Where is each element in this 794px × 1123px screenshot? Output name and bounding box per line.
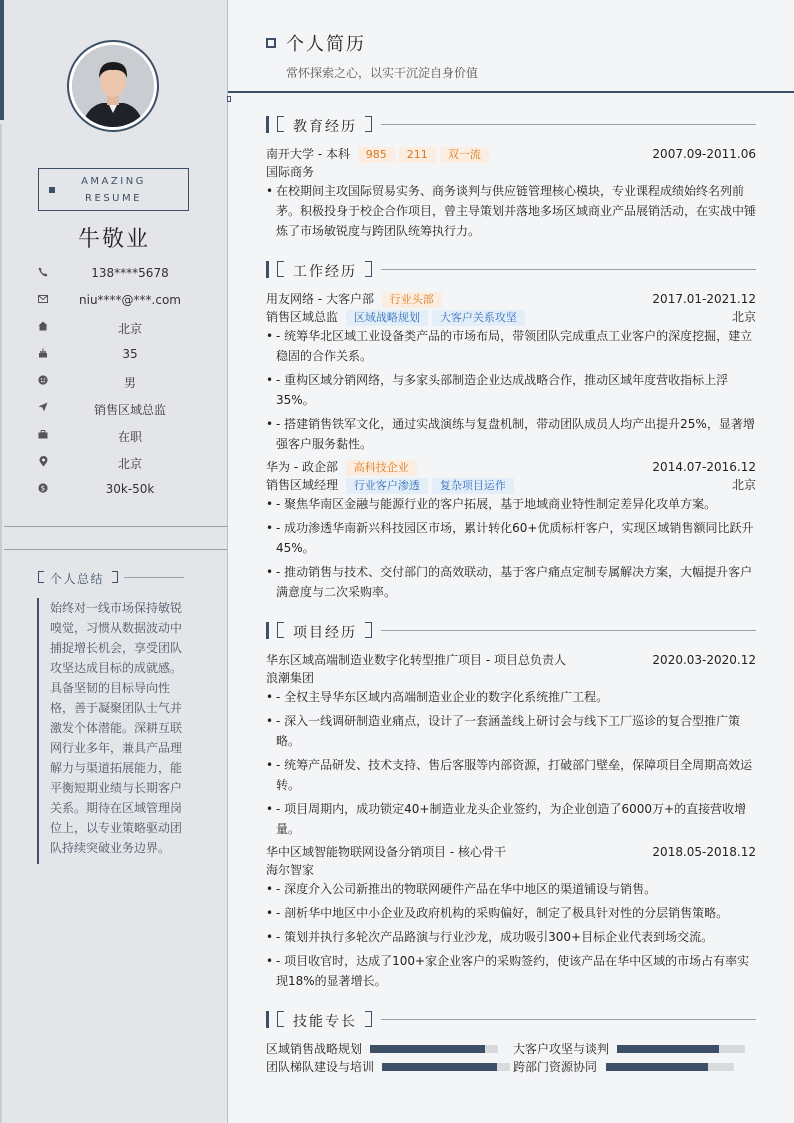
job-city: 北京 [731,310,756,324]
project-org: 海尔智家 [266,863,315,877]
briefcase-icon [36,427,50,441]
page-title: 个人简历 [286,34,366,55]
info-salary: $ 30k-50k [36,478,206,505]
sidebar-divider [4,526,227,527]
role-tag: 大客户关系攻坚 [432,310,525,326]
sidebar [0,0,228,1123]
school-name: 南开大学 - 本科 [266,147,350,161]
avatar [72,45,154,127]
skill-bar-fill [606,1063,708,1071]
section-heading-education: 教育经历 [266,116,756,134]
mail-icon [36,292,50,306]
project-date: 2020.03-2020.12 [652,653,756,667]
skill-name: 大客户攻坚与谈判 [513,1042,610,1056]
project-name: 华中区域智能物联网设备分销项目 - 核心骨干 [266,845,506,859]
section-heading-work: 工作经历 [266,261,756,279]
project-bullet: • - 项目收官时，达成了100+家企业客户的采购签约，使该产品在华中区域的市场占有率实现18%的显著增长。 [266,954,750,988]
skill-bar-track [382,1063,510,1071]
project-header [266,651,756,669]
sidebar-divider [4,549,227,550]
info-position: 销售区域总监 [36,397,206,424]
project-name: 华东区域高端制造业数字化转型推广项目 - 项目总负责人 [266,653,566,667]
job-bullet: • - 成功渗透华南新兴科技园区市场，累计转化60+优质标杆客户，实现区域销售额同比跃升45%。 [266,521,754,555]
bullet-icon: • [266,184,274,198]
job-bullet: • - 聚焦华南区金融与能源行业的客户拓展，基于地域商业特性制定差异化攻单方案。 [266,497,717,511]
skill-item [266,1059,510,1075]
phone-icon [36,265,50,279]
company-tag: 高科技企业 [346,460,417,476]
page-subtitle: 常怀探索之心，以实干沉淀自身价值 [286,66,479,80]
project-org: 浪潮集团 [266,671,315,685]
smiley-icon [36,373,50,387]
badge-line2: RESUME [85,193,142,204]
skill-item [513,1041,745,1057]
education-row [266,145,756,163]
cake-icon [36,346,50,360]
job-header [266,290,756,308]
project-header [266,843,756,861]
section-heading-projects: 项目经历 [266,622,756,640]
project-bullet: • - 深度介入公司新推出的物联网硬件产品在华中地区的渠道铺设与销售。 [266,882,657,896]
project-bullet: • - 剖析华中地区中小企业及政府机构的采购偏好，制定了极具针对性的分层销售策略。 [266,906,729,920]
role-tag: 行业客户渗透 [346,478,428,494]
info-age: 35 [36,343,206,370]
job-date: 2017.01-2021.12 [652,292,756,306]
job-city: 北京 [731,478,756,492]
job-role-row [266,308,756,326]
skill-bar-track [617,1045,745,1053]
project-date: 2018.05-2018.12 [652,845,756,859]
home-icon [36,319,50,333]
sidebar-edge-line [0,124,2,1123]
job-bullet: • - 重构区域分销网络，与多家头部制造企业达成战略合作，推动区域年度营收指标上浮35%。 [266,373,729,407]
divider-marker-icon [227,96,231,102]
job-bullet: • - 统筹华北区域工业设备类产品的市场布局，带领团队完成重点工业客户的深度挖掘，建立稳固的合作关系。 [266,329,753,363]
tag-double-first-class: 双一流 [440,147,489,163]
role-tag: 复杂项目运作 [432,478,514,494]
avatar-frame [67,40,159,132]
skill-name: 区域销售战略规划 [266,1042,363,1056]
job-header [266,458,756,476]
project-bullet: • - 策划并执行多轮次产品路演与行业沙龙，成功吸引300+目标企业代表到场交流。 [266,930,714,944]
skill-bar-fill [370,1045,485,1053]
education-major: 国际商务 [266,165,315,179]
job-bullet: • - 搭建销售铁军文化，通过实战演练与复盘机制，带动团队成员人均产出提升25%，显著增强客户服务黏性。 [266,417,755,451]
contact-info [36,262,206,505]
job-date: 2014.07-2016.12 [652,460,756,474]
education-bullet: • 在校期间主攻国际贸易实务、商务谈判与供应链管理核心模块，专业课程成绩始终名列前茅。积极投身于校企合作项目，曾主导策划并落地多场区域商业产品展销活动，在实战中锤炼了市场敏锐度与跨团队统筹执行力。 [266,181,756,241]
skill-bar-fill [617,1045,719,1053]
info-phone: 138****5678 [36,262,206,289]
badge-line1: AMAZING [81,176,146,187]
svg-text:$: $ [40,484,46,493]
skill-bar-fill [382,1063,497,1071]
skill-bar-track [370,1045,498,1053]
info-gender: 男 [36,370,206,397]
info-city: 北京 [36,451,206,478]
section-heading-skills: 技能专长 [266,1011,756,1029]
person-name: 牛敬业 [77,227,150,252]
job-role-row [266,476,756,494]
skill-item [266,1041,498,1057]
skill-name: 跨部门资源协同 [513,1060,598,1074]
job-bullet: • - 推动销售与技术、交付部门的高效联动，基于客户痛点定制专属解决方案，大幅提升客户满意度与二次采购率。 [266,565,753,599]
skill-bar-track [606,1063,734,1071]
title-square-icon [266,38,276,48]
education-date: 2007.09-2011.06 [652,147,756,161]
info-status: 在职 [36,424,206,451]
skill-item [513,1059,734,1075]
company-name: 华为 - 政企部 [266,460,338,474]
sidebar-accent-bar [0,0,4,120]
summary-heading: 个人总结 [38,569,188,585]
job-role: 销售区域经理 [266,478,339,492]
location-pin-icon [36,454,50,468]
tag-985: 985 [358,147,395,163]
job-role: 销售区域总监 [266,310,339,324]
send-icon [36,400,50,414]
resume-badge [38,168,189,211]
project-bullet: • - 项目周期内，成功锁定40+制造业龙头企业签约，为企业创造了6000万+的直接营收增量。 [266,802,747,836]
tag-211: 211 [399,147,436,163]
project-bullet: • - 全权主导华东区域内高端制造业企业的数字化系统推广工程。 [266,690,609,704]
company-name: 用友网络 - 大客户部 [266,292,374,306]
company-tag: 行业头部 [382,292,442,308]
project-bullet: • - 统筹产品研发、技术支持、售后客服等内部资源，打破部门壁垒，保障项目全周期高效运转。 [266,758,753,792]
info-home: 北京 [36,316,206,343]
project-bullet: • - 深入一线调研制造业痛点，设计了一套涵盖线上研讨会与线下工厂巡诊的复合型推广策略。 [266,714,741,748]
summary-text: 始终对一线市场保持敏锐嗅觉，习惯从数据波动中捕捉增长机会，享受团队攻坚达成目标的成就感。具备坚韧的目标导向性格，善于凝聚团队士气并激发个体潜能。深耕互联网行业多年，兼具产品理解力与渠道拓展能力，能平衡短期业绩与长期客户关系。期待在区域管理岗位上，以专业策略驱动团队持续突破业务边界。 [37,598,187,864]
money-icon [36,481,50,495]
header-divider [228,91,794,93]
info-email: niu****@***.com [36,289,206,316]
person-photo-icon [72,45,154,127]
role-tag: 区域战略规划 [346,310,428,326]
skill-name: 团队梯队建设与培训 [266,1060,375,1074]
